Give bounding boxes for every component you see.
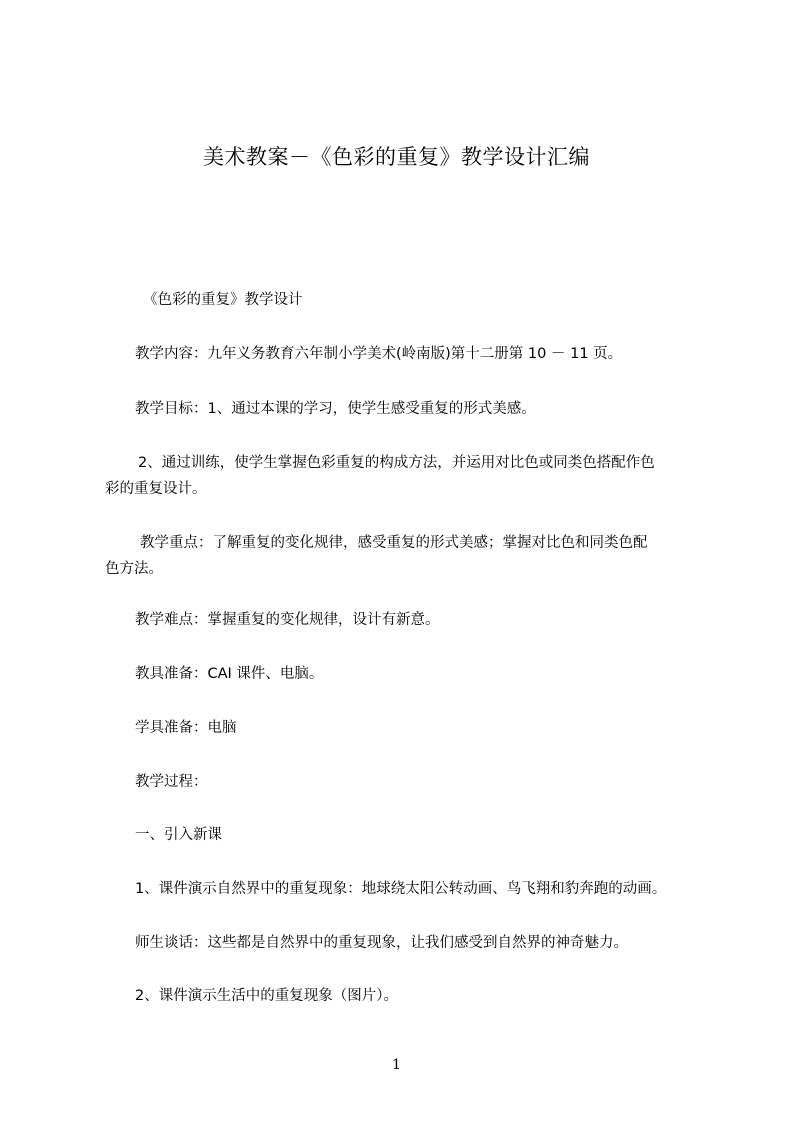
paragraph-objective-2 (105, 450, 715, 502)
paragraph-text: 教学难点：掌握重复的变化规律，设计有新意。 (135, 612, 440, 628)
paragraph-dialogue (135, 930, 745, 956)
paragraph-step-2 (135, 983, 745, 1009)
paragraph-text: 《色彩的重复》教学设计 (143, 292, 303, 308)
paragraph-text: 教具准备：CAI 课件、电脑。 (135, 666, 324, 682)
paragraph-line: 2、通过训练，使学生掌握色彩重复的构成方法，并运用对比色或同类色搭配作色 (138, 455, 655, 471)
paragraph-process (135, 769, 745, 795)
page-number: 1 (392, 1057, 401, 1073)
paragraph-content (135, 341, 745, 367)
paragraph-text: 师生谈话：这些都是自然界中的重复现象，让我们感受到自然界的神奇魅力。 (135, 935, 628, 951)
paragraph-text: 教学内容：九年义务教育六年制小学美术(岭南版)第十二册第 10 － 11 页。 (135, 346, 623, 362)
paragraph-text: 一、引入新课 (135, 827, 222, 843)
paragraph-section-1 (135, 822, 745, 848)
paragraph-difficulty (135, 607, 745, 633)
paragraph-text: 2、课件演示生活中的重复现象（图片）。 (135, 988, 398, 1004)
paragraph-line: 色方法。 (105, 561, 163, 577)
paragraph-key-points (105, 530, 715, 582)
paragraph-teaching-aids (135, 661, 745, 687)
paragraph-objective-1 (135, 396, 745, 422)
paragraph-step-1 (135, 876, 755, 902)
paragraph-line: 彩的重复设计。 (105, 481, 207, 497)
paragraph-text: 1、课件演示自然界中的重复现象：地球绕太阳公转动画、鸟飞翔和豹奔跑的动画。 (135, 881, 667, 897)
paragraph-text: 教学目标：1、通过本课的学习，使学生感受重复的形式美感。 (135, 401, 536, 417)
paragraph-text: 教学过程： (135, 774, 208, 790)
paragraph-line: 教学重点：了解重复的变化规律，感受重复的形式美感；掌握对比色和同类色配 (140, 535, 648, 551)
paragraph-student-aids (135, 715, 745, 741)
paragraph-subtitle (143, 287, 753, 313)
document-title: 美术教案－《色彩的重复》教学设计汇编 (203, 145, 590, 169)
paragraph-text: 学具准备：电脑 (135, 720, 237, 736)
